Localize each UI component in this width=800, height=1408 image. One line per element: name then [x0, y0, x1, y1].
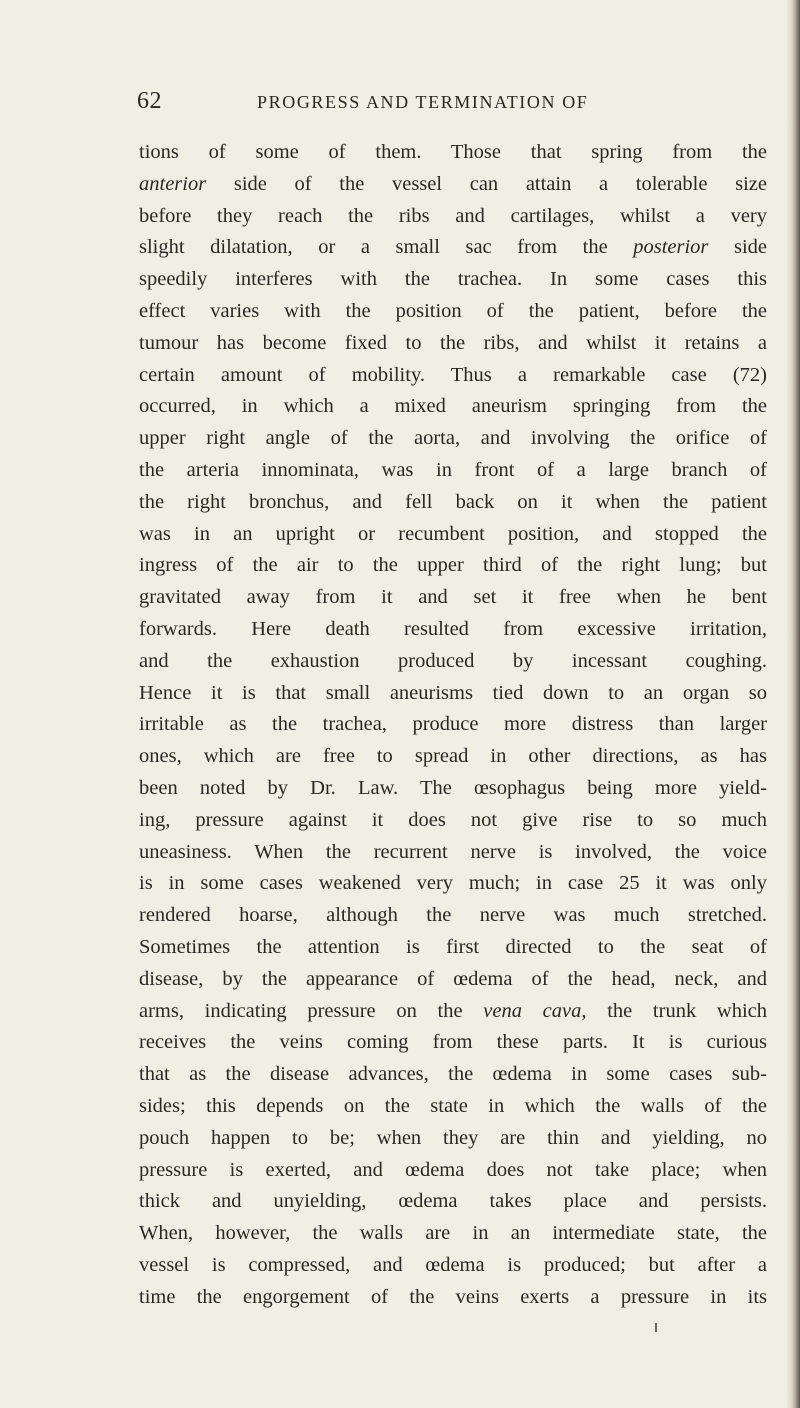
text-line — [139, 900, 767, 932]
text-line — [139, 1186, 767, 1218]
italic-term: posterior — [633, 236, 709, 259]
text-line — [139, 996, 767, 1028]
text-line — [139, 1218, 767, 1250]
text-line — [139, 837, 767, 869]
text-segment: ingress of the air to the upper third of the right lung; but — [139, 554, 767, 577]
text-segment: Hence it is that small aneurisms tied down to an organ so — [139, 681, 767, 704]
text-line — [139, 741, 767, 773]
text-line — [139, 964, 767, 996]
text-line — [139, 1155, 767, 1187]
text-line — [139, 550, 767, 582]
text-line — [139, 1282, 767, 1314]
text-segment: receives the veins coming from these parts. It is curious — [139, 1031, 767, 1054]
text-segment: arms, indicating pressure on the — [139, 999, 484, 1022]
text-segment: slight dilatation, or a small sac from the — [139, 236, 634, 259]
text-segment: is in some cases weakened very much; in case 25 it was only — [139, 872, 767, 895]
text-segment: When, however, the walls are in an intermediate state, the — [139, 1222, 767, 1245]
text-line — [139, 169, 767, 201]
text-segment: time the engorgement of the veins exerts a pressure in its — [139, 1285, 767, 1308]
text-segment: the arteria innominata, was in front of a large branch of — [139, 458, 767, 481]
text-segment: the right bronchus, and fell back on it when the patient — [139, 490, 767, 513]
text-line — [139, 423, 767, 455]
text-segment: before they reach the ribs and cartilages, whilst a very — [139, 204, 767, 227]
text-segment: tions of some of them. Those that spring from the — [139, 141, 767, 163]
text-segment: and the exhaustion produced by incessant coughing. — [139, 649, 767, 672]
text-segment: certain amount of mobility. Thus a remarkable case (72) — [139, 363, 767, 386]
page-number: 62 — [137, 88, 162, 114]
text-line — [139, 709, 767, 741]
text-line — [139, 646, 767, 678]
page-header — [137, 88, 767, 118]
ink-mark — [655, 1323, 657, 1332]
text-line — [139, 805, 767, 837]
text-line — [139, 201, 767, 233]
text-segment: ones, which are free to spread in other directions, as has — [139, 745, 767, 768]
text-line — [139, 1027, 767, 1059]
text-line — [139, 773, 767, 805]
text-segment: sides; this depends on the state in which the walls of the — [139, 1094, 767, 1117]
text-segment: occurred, in which a mixed aneurism springing from the — [139, 395, 767, 418]
text-segment: Sometimes the attention is first directed to the seat of — [139, 935, 767, 958]
text-segment: upper right angle of the aorta, and involving the orifice of — [139, 427, 767, 450]
running-head: PROGRESS AND TERMINATION OF — [257, 92, 589, 112]
text-line — [139, 360, 767, 392]
text-line — [139, 1250, 767, 1282]
text-line — [139, 1091, 767, 1123]
text-segment: been noted by Dr. Law. The œsophagus being more yield- — [139, 776, 767, 799]
text-segment: , the trunk which — [581, 999, 767, 1022]
text-line — [139, 678, 767, 710]
text-line — [139, 519, 767, 551]
text-line — [139, 1059, 767, 1091]
text-line — [139, 582, 767, 614]
text-line — [139, 137, 767, 169]
text-line — [139, 614, 767, 646]
text-segment: side of the vessel can attain a tolerable size — [206, 172, 767, 195]
italic-term: vena cava — [483, 999, 582, 1022]
text-segment: disease, by the appearance of œdema of the head, neck, and — [139, 967, 767, 990]
text-line — [139, 296, 767, 328]
text-line — [139, 1123, 767, 1155]
text-segment: effect varies with the position of the patient, before the — [139, 299, 767, 322]
text-line — [139, 232, 767, 264]
text-segment: speedily interferes with the trachea. In some cases this — [139, 268, 767, 291]
text-segment: rendered hoarse, although the nerve was much stretched. — [139, 904, 767, 927]
text-segment: side — [708, 236, 767, 259]
text-line — [139, 868, 767, 900]
text-segment: tumour has become fixed to the ribs, and whilst it retains a — [139, 331, 767, 354]
text-segment: vessel is compressed, and œdema is produced; but after a — [139, 1253, 767, 1276]
text-segment: pressure is exerted, and œdema does not take place; when — [139, 1158, 767, 1181]
body-text — [139, 137, 767, 1313]
page-edge-shadow — [786, 0, 800, 1408]
text-segment: thick and unyielding, œdema takes place and persists. — [139, 1190, 767, 1213]
text-segment: uneasiness. When the recurrent nerve is involved, the voice — [139, 840, 767, 863]
text-line — [139, 487, 767, 519]
text-segment: that as the disease advances, the œdema in some cases sub- — [139, 1063, 767, 1086]
text-segment: irritable as the trachea, produce more distress than larger — [139, 713, 767, 736]
italic-term: anterior — [139, 172, 207, 195]
text-segment: forwards. Here death resulted from excessive irritation, — [139, 617, 767, 640]
text-line — [139, 932, 767, 964]
text-line — [139, 328, 767, 360]
text-line — [139, 391, 767, 423]
text-segment: ing, pressure against it does not give rise to so much — [139, 808, 767, 831]
text-segment: gravitated away from it and set it free when he bent — [139, 586, 767, 609]
text-line — [139, 455, 767, 487]
text-segment: was in an upright or recumbent position, and stopped the — [139, 522, 767, 545]
text-segment: pouch happen to be; when they are thin and yielding, no — [139, 1126, 767, 1149]
text-line — [139, 264, 767, 296]
